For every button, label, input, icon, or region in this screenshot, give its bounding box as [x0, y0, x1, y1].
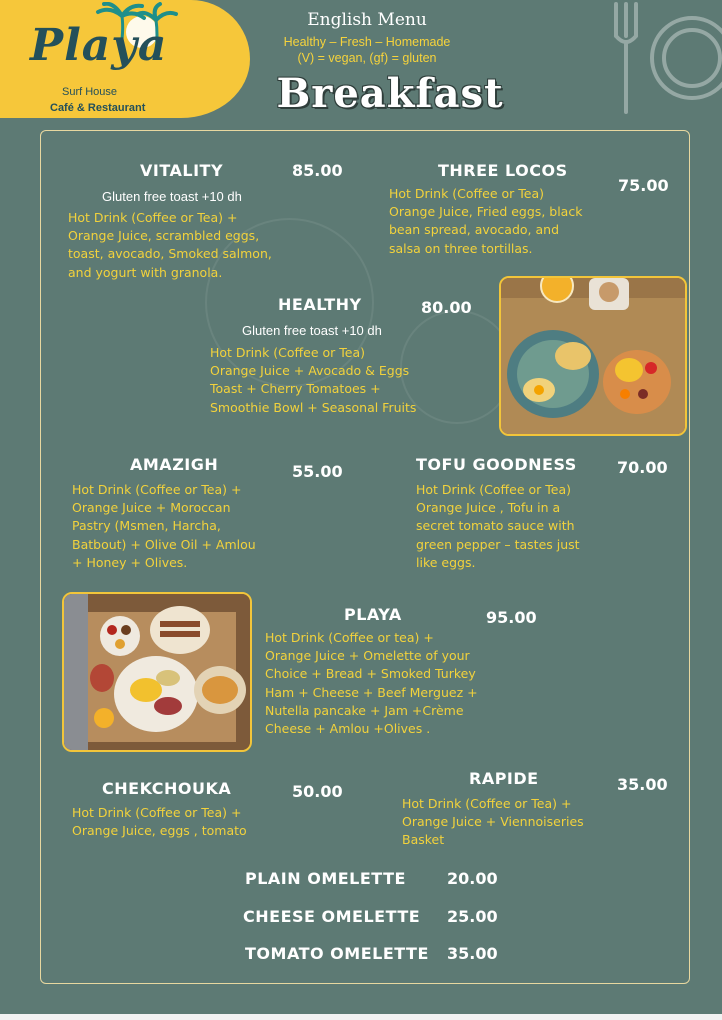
item-cheese-omelette-name: CHEESE OMELETTE [243, 907, 421, 926]
item-three-locos-price: 75.00 [618, 176, 669, 195]
item-chekchouka-price: 50.00 [292, 782, 343, 801]
logo-wordmark: Playa [30, 20, 168, 71]
item-vitality-name: VITALITY [140, 161, 224, 180]
item-playa-description: Hot Drink (Coffee or tea) + Orange Juice + Omelette of your Choice + Bread + Smoked Turkey Ham + Cheese + Beef Merguez + Nutella pancake + Jam +Crème Cheese + Amlou +Olives . [265, 630, 478, 737]
item-playa-price: 95.00 [486, 608, 537, 627]
item-three-locos-name: THREE LOCOS [438, 161, 568, 180]
fork-plate-icon [606, 0, 722, 120]
item-chekchouka-name: CHEKCHOUKA [102, 779, 232, 798]
item-tomato-omelette-name: TOMATO OMELETTE [245, 944, 429, 963]
item-rapide-name: RAPIDE [469, 769, 539, 788]
page-bottom-edge [0, 1014, 722, 1020]
item-tofu-goodness-name: TOFU GOODNESS [416, 455, 577, 474]
item-vitality-note: Gluten free toast +10 dh [102, 189, 242, 204]
item-vitality-description: Hot Drink (Coffee or Tea) + Orange Juice, scrambled eggs, toast, avocado, Smoked salmon, and yogurt with granola. [68, 210, 272, 280]
menu-language-title: English Menu [307, 10, 427, 30]
page-title: Breakfast [276, 70, 504, 117]
item-cheese-omelette-price: 25.00 [447, 907, 498, 926]
playa-breakfast-photo [62, 592, 252, 752]
item-rapide-price: 35.00 [617, 775, 668, 794]
item-rapide-description: Hot Drink (Coffee or Tea) + Orange Juice + Viennoiseries Basket [402, 796, 584, 848]
item-tofu-goodness-price: 70.00 [617, 458, 668, 477]
item-plain-omelette-price: 20.00 [447, 869, 498, 888]
item-healthy-name: HEALTHY [278, 295, 362, 314]
menu-tagline: Healthy – Fresh – Homemade [283, 35, 451, 49]
item-healthy-description: Hot Drink (Coffee or Tea) Orange Juice + Avocado & Eggs Toast + Cherry Tomatoes + Smoothie Bowl + Seasonal Fruits [210, 345, 417, 415]
dietary-legend: (V) = vegan, (gf) = gluten [297, 51, 437, 65]
item-amazigh-name: AMAZIGH [130, 455, 219, 474]
item-chekchouka-description: Hot Drink (Coffee or Tea) + Orange Juice, eggs , tomato [72, 805, 247, 839]
item-tofu-goodness-description: Hot Drink (Coffee or Tea) Orange Juice , Tofu in a secret tomato sauce with green pepper – tastes just like eggs. [416, 482, 580, 570]
item-amazigh-description: Hot Drink (Coffee or Tea) + Orange Juice + Moroccan Pastry (Msmen, Harcha, Batbout) + Olive Oil + Amlou + Honey + Olives. [72, 482, 256, 570]
logo-tagline: Café & Restaurant [50, 102, 146, 114]
logo-subtitle: Surf House [62, 86, 118, 98]
healthy-breakfast-photo [499, 276, 687, 436]
item-three-locos-description: Hot Drink (Coffee or Tea) Orange Juice, Fried eggs, black bean spread, avocado, and salsa on three tortillas. [389, 186, 583, 256]
decorative-circle [400, 310, 514, 424]
item-healthy-note: Gluten free toast +10 dh [242, 323, 382, 338]
item-plain-omelette-name: PLAIN OMELETTE [245, 869, 406, 888]
item-vitality-price: 85.00 [292, 161, 343, 180]
item-tomato-omelette-price: 35.00 [447, 944, 498, 963]
item-healthy-price: 80.00 [421, 298, 472, 317]
item-playa-name: PLAYA [344, 605, 402, 624]
item-amazigh-price: 55.00 [292, 462, 343, 481]
